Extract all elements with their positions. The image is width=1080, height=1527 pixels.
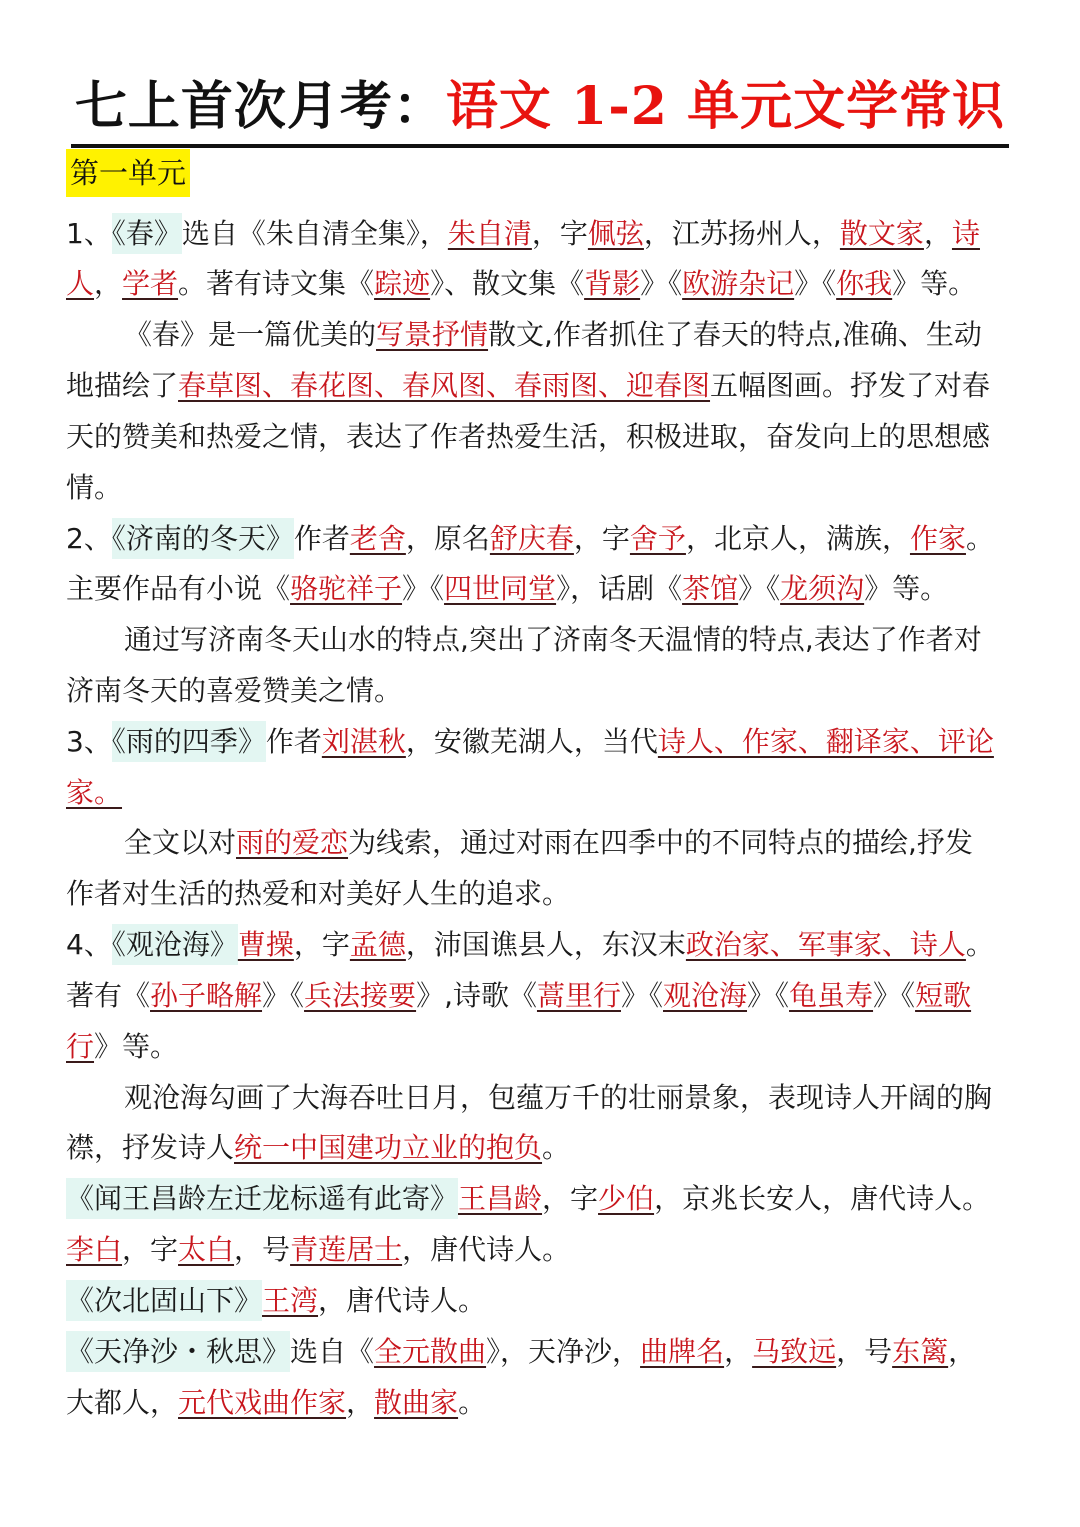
canghai-line-1	[66, 927, 994, 963]
courtesy-name: 孟德	[349, 928, 406, 961]
author-name: 朱自清	[447, 217, 532, 250]
text: ，	[923, 217, 952, 250]
text: 《春》是一篇优美的	[124, 318, 377, 351]
work-title: 《雨的四季》	[112, 721, 266, 762]
text: 》等。	[892, 267, 977, 300]
jinan-para-2: 济南冬天的喜爱赞美之情。	[66, 674, 403, 707]
text: ，	[94, 267, 123, 300]
text: 》《	[747, 979, 790, 1012]
yu-line-1	[66, 724, 994, 760]
author-name: 王湾	[262, 1284, 319, 1317]
text: 主要作品有小说《	[66, 572, 291, 605]
item-number: 1、	[66, 217, 112, 250]
keyword: 诗	[951, 217, 980, 250]
keyword: 政治家、军事家、诗人	[685, 928, 966, 961]
author-name: 曹操	[237, 928, 294, 961]
text: 地描绘了	[66, 369, 179, 402]
chun-para-4: 情。	[66, 471, 123, 504]
text: 》、散文集《	[430, 267, 585, 300]
title-prefix: 七上首次月考：	[74, 76, 446, 137]
text: 为线索，通过对雨在四季中的不同特点的描绘,抒发	[348, 826, 973, 859]
work-name: 观沧海	[663, 979, 748, 1012]
text: 。著有诗文集《	[178, 267, 375, 300]
text: 》等。	[864, 572, 949, 605]
keyword: 散曲家	[374, 1386, 459, 1419]
text: 。	[458, 1386, 487, 1419]
work-name: 四世同堂	[444, 572, 557, 605]
text: 散文,作者抓住了春天的特点,准确、生动	[488, 318, 982, 351]
pen-name: 东篱	[892, 1335, 949, 1368]
work-name: 兵法接要	[304, 979, 417, 1012]
work-name: 短歌	[915, 979, 972, 1012]
item-number: 3、	[66, 725, 112, 758]
canghai-para-1: 观沧海勾画了大海吞吐日月，包蕴万千的壮丽景象，表现诗人开阔的胸	[124, 1081, 993, 1114]
author-name: 刘湛秋	[321, 725, 406, 758]
canghai-para-2	[66, 1130, 570, 1166]
canghai-line-2	[66, 978, 971, 1014]
text: 。	[965, 928, 994, 961]
keyword: 雨的爱恋	[236, 826, 349, 859]
qiusi-line-1	[66, 1334, 976, 1370]
text: 作者	[293, 522, 350, 555]
chun-para-2	[66, 368, 990, 404]
canghai-line-3	[66, 1029, 178, 1065]
chun-line-2	[66, 266, 976, 302]
item-number: 2、	[66, 522, 112, 555]
text: ，号	[836, 1335, 893, 1368]
text: ，安徽芜湖人，当代	[405, 725, 658, 758]
keyword: 散文家	[839, 217, 924, 250]
jinan-line-1	[66, 521, 994, 557]
work-name: 你我	[836, 267, 893, 300]
original-name: 舒庆春	[489, 522, 574, 555]
text: ，京兆长安人，唐代诗人。	[654, 1182, 991, 1215]
chun-line-1	[66, 216, 980, 252]
text: ，沛国谯县人，东汉末	[405, 928, 686, 961]
keyword: 家。	[66, 776, 123, 809]
text: 》《	[640, 267, 683, 300]
text: ，字	[122, 1233, 179, 1266]
text: 作者	[265, 725, 322, 758]
author-name: 王昌龄	[458, 1182, 543, 1215]
text: 五幅图画。抒发了对春	[710, 369, 991, 402]
text: ，江苏扬州人，	[643, 217, 840, 250]
text: ，字	[573, 522, 630, 555]
text: ，	[346, 1386, 375, 1419]
keyword: 人	[66, 267, 95, 300]
work-title: 《观沧海》	[112, 924, 238, 965]
chun-para-3: 天的赞美和热爱之情，表达了作者热爱生活，积极进取，奋发向上的思想感	[66, 420, 991, 453]
text: ，原名	[405, 522, 490, 555]
work-name: 骆驼祥子	[290, 572, 403, 605]
text: ，号	[234, 1233, 291, 1266]
text: 》《	[262, 979, 305, 1012]
work-name: 龟虽寿	[789, 979, 874, 1012]
beigu-line	[66, 1283, 486, 1319]
text: ，字	[293, 928, 350, 961]
text: 著有《	[66, 979, 151, 1012]
keyword: 学者	[122, 267, 179, 300]
keyword: 作家	[909, 522, 966, 555]
work-title: 《次北固山下》	[66, 1280, 262, 1321]
yu-para-2: 作者对生活的热爱和对美好人生的追求。	[66, 877, 571, 910]
yu-para-1	[124, 825, 973, 861]
text: 。	[965, 522, 994, 555]
text: 》，话剧《	[556, 572, 683, 605]
text: 》《	[794, 267, 837, 300]
keyword: 写景抒情	[376, 318, 489, 351]
author-name: 李白	[66, 1233, 123, 1266]
work-name: 踪迹	[374, 267, 431, 300]
text: 》等。	[94, 1030, 179, 1063]
text: 》,诗歌《	[416, 979, 537, 1012]
work-title: 《济南的冬天》	[112, 518, 294, 559]
text: ，北京人，满族，	[685, 522, 910, 555]
wangchangling-line-1	[66, 1181, 990, 1217]
text: ，唐代诗人。	[318, 1284, 487, 1317]
text: 大都人，	[66, 1386, 179, 1419]
page-title	[0, 72, 1080, 148]
work-name: 蒿里行	[536, 979, 621, 1012]
unit-heading: 第一单元	[66, 149, 190, 197]
keyword: 曲牌名	[640, 1335, 725, 1368]
qiusi-line-2	[66, 1385, 486, 1421]
keyword: 元代戏曲作家	[178, 1386, 347, 1419]
jinan-line-2	[66, 571, 948, 607]
jinan-para-1: 通过写济南冬天山水的特点,突出了济南冬天温情的特点,表达了作者对	[124, 623, 982, 656]
author-name: 马致远	[752, 1335, 837, 1368]
work-title: 《闻王昌龄左迁龙标遥有此寄》	[66, 1178, 458, 1219]
work-name: 孙子略解	[150, 979, 263, 1012]
text: ，唐代诗人。	[402, 1233, 571, 1266]
text: 选自《	[290, 1335, 375, 1368]
title-highlight: 语文 1-2 单元文学常识	[445, 76, 1006, 137]
keyword: 春草图、春花图、春风图、春雨图、迎春图	[178, 369, 711, 402]
work-name: 欧游杂记	[682, 267, 795, 300]
text: 。	[542, 1131, 571, 1164]
text: 》，天净沙，	[486, 1335, 641, 1368]
pen-name: 青莲居士	[290, 1233, 403, 1266]
text: ，	[724, 1335, 753, 1368]
text: ，字	[531, 217, 588, 250]
work-name: 背影	[584, 267, 641, 300]
text: 》《	[402, 572, 445, 605]
work-title: 《天净沙・秋思》	[66, 1331, 290, 1372]
keyword: 诗人、作家、翻译家、评论	[657, 725, 994, 758]
work-title: 《春》	[112, 213, 182, 254]
courtesy-name: 太白	[178, 1233, 235, 1266]
text: ，字	[542, 1182, 599, 1215]
item-number: 4、	[66, 928, 112, 961]
work-name: 全元散曲	[374, 1335, 487, 1368]
work-name: 茶馆	[682, 572, 739, 605]
title-underline	[71, 72, 1009, 148]
text: 全文以对	[124, 826, 237, 859]
yu-line-2	[66, 775, 122, 811]
author-name: 老舍	[349, 522, 406, 555]
text: 选自《朱自清全集》，	[181, 217, 448, 250]
text: ，	[948, 1335, 977, 1368]
libai-line	[66, 1232, 570, 1268]
text: 》《	[873, 979, 916, 1012]
work-name: 行	[66, 1030, 95, 1063]
chun-para-1	[124, 317, 982, 353]
courtesy-name: 佩弦	[587, 217, 644, 250]
text: 》《	[738, 572, 781, 605]
keyword: 统一中国建功立业的抱负	[234, 1131, 543, 1164]
courtesy-name: 舍予	[629, 522, 686, 555]
courtesy-name: 少伯	[598, 1182, 655, 1215]
text: 襟，抒发诗人	[66, 1131, 235, 1164]
work-name: 龙须沟	[780, 572, 865, 605]
text: 》《	[620, 979, 663, 1012]
